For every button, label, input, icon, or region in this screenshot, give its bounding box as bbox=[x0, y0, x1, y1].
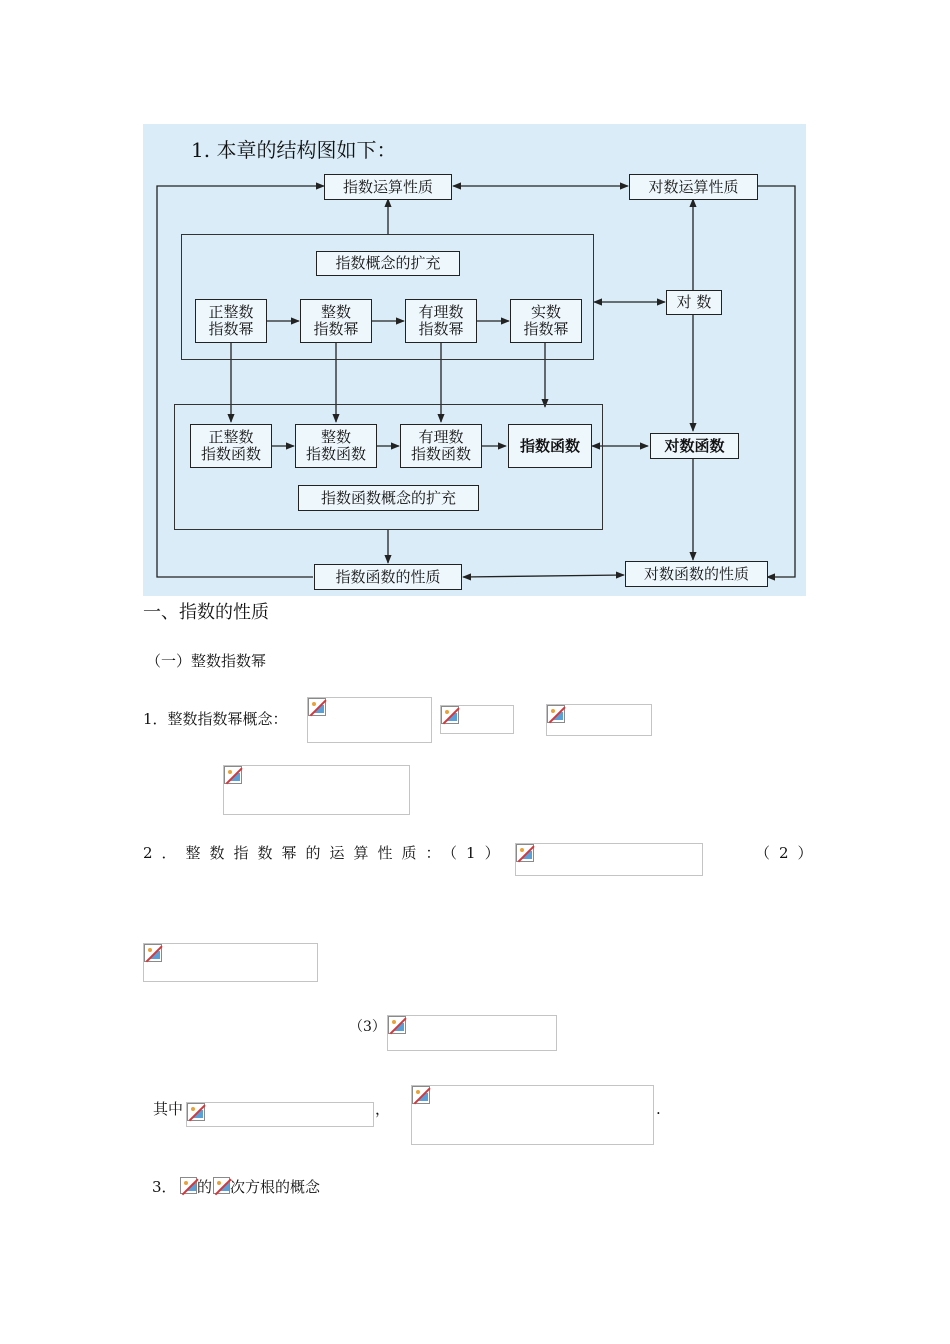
logarithm-box: 对 数 bbox=[666, 290, 722, 315]
exp-function-box: 指数函数 bbox=[508, 424, 592, 468]
real-power-box bbox=[510, 299, 582, 343]
broken-image-icon bbox=[187, 1103, 205, 1121]
box-line: 指数函数 bbox=[410, 445, 471, 463]
broken-image-icon bbox=[516, 844, 534, 862]
formula-image bbox=[213, 1177, 230, 1194]
log-operation-properties-box: 对数运算性质 bbox=[629, 174, 758, 200]
broken-image-icon bbox=[388, 1016, 406, 1034]
rational-power-box bbox=[405, 299, 477, 343]
diagram-title: 1. 本章的结构图如下： bbox=[191, 138, 397, 162]
exp-function-expansion-label: 指数函数概念的扩充 bbox=[298, 485, 479, 511]
item2-part3-label: （3） bbox=[349, 1019, 386, 1035]
broken-image-icon bbox=[412, 1086, 430, 1104]
where-label: 其中 bbox=[153, 1100, 184, 1118]
item3-suffix: 次方根的概念 bbox=[230, 1178, 321, 1196]
integer-exp-function-box bbox=[295, 424, 377, 468]
chapter-structure-diagram bbox=[143, 124, 806, 596]
rational-exp-function-box bbox=[400, 424, 482, 468]
broken-image-icon bbox=[308, 698, 326, 716]
formula-image bbox=[387, 1015, 557, 1051]
broken-image-icon bbox=[213, 1177, 230, 1194]
formula-image bbox=[440, 705, 514, 734]
section-title: 一、指数的性质 bbox=[143, 602, 269, 623]
box-line: 指数幂 bbox=[208, 320, 254, 338]
item3-prefix: 3． bbox=[152, 1178, 177, 1196]
broken-image-icon bbox=[180, 1177, 197, 1194]
box-line: 实数 bbox=[530, 303, 561, 321]
formula-image bbox=[143, 943, 318, 982]
formula-image bbox=[515, 843, 703, 876]
log-function-properties-box: 对数函数的性质 bbox=[625, 561, 768, 587]
exponent-concept-expansion-label: 指数概念的扩充 bbox=[316, 251, 460, 276]
broken-image-icon bbox=[547, 705, 565, 723]
broken-image-icon bbox=[441, 706, 459, 724]
formula-image bbox=[223, 765, 410, 815]
comma: ， bbox=[375, 1100, 391, 1118]
formula-image bbox=[307, 697, 432, 743]
box-line: 正整数 bbox=[208, 303, 254, 321]
formula-image bbox=[546, 704, 652, 736]
box-line: 指数幂 bbox=[313, 320, 359, 338]
box-line: 有理数 bbox=[418, 303, 464, 321]
item3-mid: 的 bbox=[197, 1178, 213, 1196]
box-line: 指数函数 bbox=[200, 445, 261, 463]
broken-image-icon bbox=[144, 944, 162, 962]
loop-right-arrow bbox=[758, 186, 795, 577]
exp-function-properties-box: 指数函数的性质 bbox=[314, 564, 462, 590]
box-line: 整数 bbox=[320, 428, 351, 446]
broken-image-icon bbox=[224, 766, 242, 784]
item2-part2-label: （2） bbox=[755, 844, 822, 862]
period: . bbox=[656, 1100, 661, 1118]
box-line: 指数函数 bbox=[305, 445, 366, 463]
positive-integer-exp-function-box bbox=[190, 424, 272, 468]
item1-label: 1．整数指数幂概念： bbox=[143, 710, 288, 728]
box-line: 指数幂 bbox=[418, 320, 464, 338]
item2-label: 2．整数指数幂的运算性质：（1） bbox=[143, 844, 509, 862]
exp-operation-properties-box: 指数运算性质 bbox=[324, 174, 452, 200]
box-line: 有理数 bbox=[418, 428, 464, 446]
box-line: 指数幂 bbox=[523, 320, 569, 338]
positive-integer-power-box bbox=[195, 299, 267, 343]
integer-power-box bbox=[300, 299, 372, 343]
formula-image bbox=[411, 1085, 654, 1145]
subsection-title: （一）整数指数幂 bbox=[146, 652, 267, 670]
box-line: 正整数 bbox=[208, 428, 254, 446]
log-function-box: 对数函数 bbox=[650, 433, 739, 459]
box-line: 整数 bbox=[320, 303, 351, 321]
formula-image bbox=[186, 1102, 374, 1127]
formula-image bbox=[180, 1177, 197, 1194]
